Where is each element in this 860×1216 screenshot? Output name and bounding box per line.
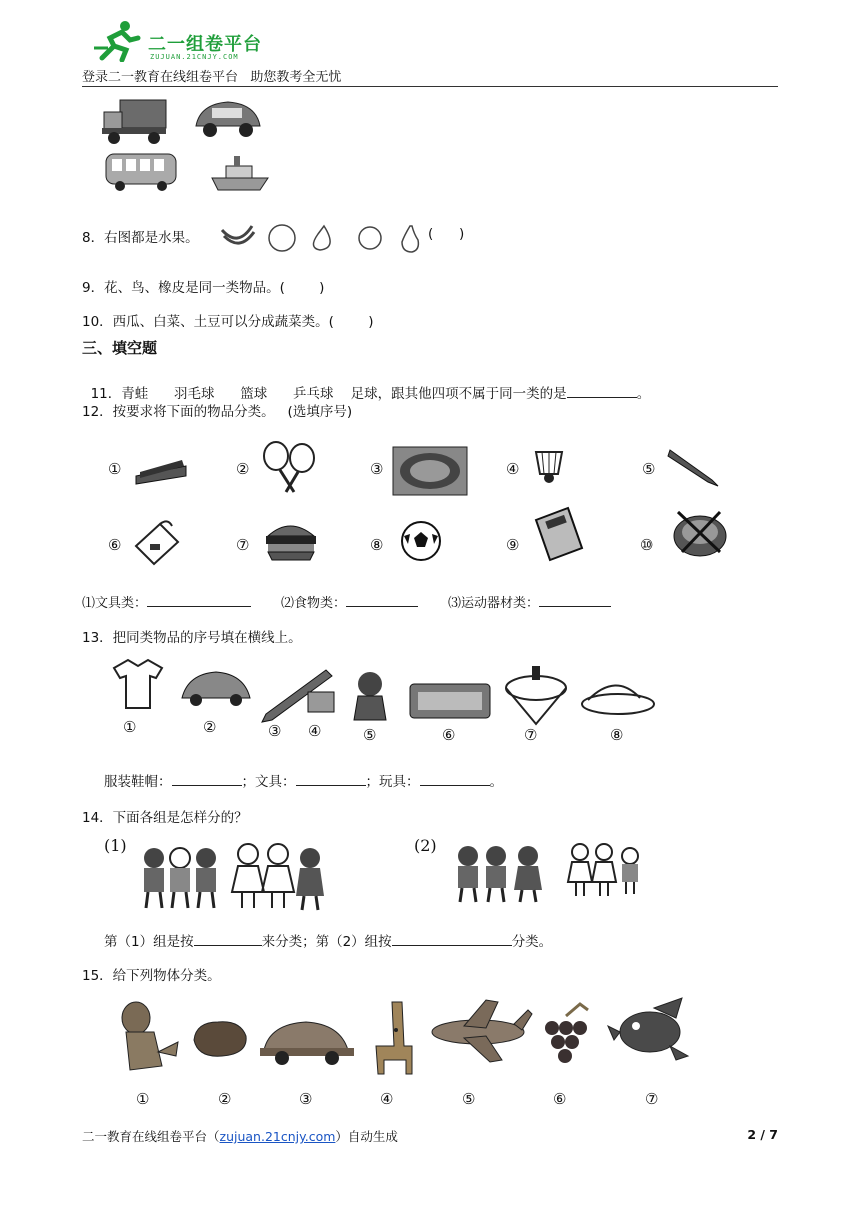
giraffe-icon xyxy=(376,1002,412,1074)
noodle-bowl-image xyxy=(670,508,732,560)
q13-label-6: ⑥ xyxy=(442,726,456,744)
q14-group-1-label: (1) xyxy=(104,836,127,855)
q13-clothing-blank[interactable] xyxy=(172,772,242,786)
question-12-answers xyxy=(82,592,611,611)
question-11-end: 。 xyxy=(636,386,651,402)
q13-label-2: ② xyxy=(203,718,217,736)
spinning-top-icon xyxy=(506,666,566,724)
q13-clothing-label: 服装鞋帽： xyxy=(104,774,172,790)
q12-label-4: ④ xyxy=(506,460,520,478)
q13-stationery-blank[interactable] xyxy=(296,772,366,786)
q15-label-5: ⑤ xyxy=(462,1090,476,1108)
question-8-answer[interactable]: ( ) xyxy=(428,226,465,242)
shuttlecock-image xyxy=(532,446,576,486)
question-15: 15．给下列物体分类。 xyxy=(82,968,221,984)
doll-icon xyxy=(354,672,386,720)
football-image xyxy=(400,520,442,562)
q12-label-10: ⑩ xyxy=(640,536,654,554)
q12-label-7: ⑦ xyxy=(236,536,250,554)
question-13: 13．把同类物品的序号填在横线上。 xyxy=(82,630,302,646)
question-14: 14．下面各组是怎样分的？ xyxy=(82,810,248,826)
q13-image-strip xyxy=(104,652,684,756)
section-title-fill-blank: 三、填空题 xyxy=(82,339,158,357)
q14-group-2-label: (2) xyxy=(414,836,437,855)
question-8 xyxy=(82,226,199,246)
question-14-answers xyxy=(104,930,552,950)
shirt-icon xyxy=(114,660,162,708)
q12-food-blank[interactable] xyxy=(346,593,418,607)
q15-label-2: ② xyxy=(218,1090,232,1108)
fruit-images xyxy=(220,218,424,254)
footer-source xyxy=(82,1127,398,1145)
truck-image xyxy=(100,94,170,146)
pear-icon xyxy=(402,226,418,252)
q14-group-2-children xyxy=(452,840,648,904)
airplane-icon xyxy=(432,1000,532,1062)
q15-image-strip xyxy=(114,996,698,1080)
q12-label-9: ⑨ xyxy=(506,536,520,554)
logo-subtext: ZUJUAN.21CNJY.COM xyxy=(150,53,239,61)
hat-icon xyxy=(582,685,654,714)
q12-label-2: ② xyxy=(236,460,250,478)
q15-label-4: ④ xyxy=(380,1090,394,1108)
q14-blank-2[interactable] xyxy=(392,932,512,946)
q13-label-1: ① xyxy=(123,718,137,736)
q12-label-6: ⑥ xyxy=(108,536,122,554)
q15-label-6: ⑥ xyxy=(553,1090,567,1108)
q12-food-label: ⑵食物类： xyxy=(281,596,347,611)
calculator-image xyxy=(532,506,584,562)
footer-prefix: 二一教育在线组卷平台（ xyxy=(82,1129,220,1144)
q15-label-1: ① xyxy=(136,1090,150,1108)
header-divider xyxy=(82,86,778,87)
question-11 xyxy=(82,366,650,402)
peach-icon xyxy=(269,225,295,251)
q13-label-5: ⑤ xyxy=(363,726,377,744)
question-11-blank[interactable] xyxy=(567,384,637,398)
header-logo xyxy=(92,18,142,66)
question-9: 9．花、鸟、橡皮是同一类物品。( ) xyxy=(82,280,325,296)
pencil-case-image xyxy=(132,516,182,568)
ship-image xyxy=(210,152,270,192)
header-tagline: 登录二一教育在线组卷平台 助您教考全无忧 xyxy=(82,70,342,85)
banana-icon xyxy=(222,226,252,238)
q14-blank-1[interactable] xyxy=(194,932,262,946)
racket-image xyxy=(260,440,322,496)
q14-group-1-children xyxy=(136,840,336,912)
q12-sports-blank[interactable] xyxy=(539,593,611,607)
q12-label-1: ① xyxy=(108,460,122,478)
q13-toys-label: ；玩具： xyxy=(365,774,420,790)
bus-image xyxy=(104,150,178,192)
q13-end: 。 xyxy=(489,774,503,790)
question-11-text: 11．青蛙 羽毛球 篮球 乒乓球 足球，跟其他四项不属于同一类的是 xyxy=(90,386,567,402)
q12-label-3: ③ xyxy=(370,460,384,478)
q12-label-8: ⑧ xyxy=(370,536,384,554)
q14-part-b: 来分类；第（2）组按 xyxy=(261,934,392,950)
girl-icon xyxy=(232,844,264,908)
page-number: 2 / 7 xyxy=(747,1127,778,1142)
eraser-sharpener-icon xyxy=(308,692,334,712)
q14-part-c: 分类。 xyxy=(511,934,553,950)
car-icon xyxy=(260,1022,354,1065)
question-12: 12．按要求将下面的物品分类。 (选填序号) xyxy=(82,404,353,420)
pen-image xyxy=(666,444,724,488)
burger-image xyxy=(262,516,320,564)
q13-stationery-label: ；文具： xyxy=(241,774,296,790)
toy-car-icon xyxy=(182,672,250,706)
car-image xyxy=(190,96,266,140)
q15-label-7: ⑦ xyxy=(645,1090,659,1108)
stone-icon xyxy=(194,1022,246,1056)
q13-toys-blank[interactable] xyxy=(420,772,490,786)
logo-text: 二一组卷平台 xyxy=(148,34,262,55)
question-13-answers xyxy=(104,770,503,790)
q14-part-a: 第（1）组是按 xyxy=(104,934,194,950)
q15-label-3: ③ xyxy=(299,1090,313,1108)
question-10: 10．西瓜、白菜、土豆可以分成蔬菜类。( ) xyxy=(82,314,374,330)
q13-label-3: ③ xyxy=(268,722,282,740)
eggplant-icon xyxy=(313,226,330,250)
stapler-image xyxy=(132,452,190,488)
pizza-image xyxy=(392,446,468,496)
bird-icon xyxy=(608,998,688,1060)
tomato-icon xyxy=(359,227,381,249)
q12-stationery-blank[interactable] xyxy=(147,593,251,607)
question-8-text: 8．右图都是水果。 xyxy=(82,230,199,246)
pencil-box-icon xyxy=(410,684,490,718)
q13-label-7: ⑦ xyxy=(524,726,538,744)
grapes-icon xyxy=(545,1004,588,1063)
q13-label-8: ⑧ xyxy=(610,726,624,744)
q12-stationery-label: ⑴文具类： xyxy=(82,596,148,611)
dog-icon xyxy=(122,1002,178,1070)
footer-suffix: ）自动生成 xyxy=(335,1129,398,1144)
footer-link[interactable]: zujuan.21cnjy.com xyxy=(219,1129,336,1144)
q12-sports-label: ⑶运动器材类： xyxy=(448,596,540,611)
q13-label-4: ④ xyxy=(308,722,322,740)
runner-logo-icon xyxy=(92,18,142,62)
boy-icon xyxy=(144,848,164,908)
q12-label-5: ⑤ xyxy=(642,460,656,478)
